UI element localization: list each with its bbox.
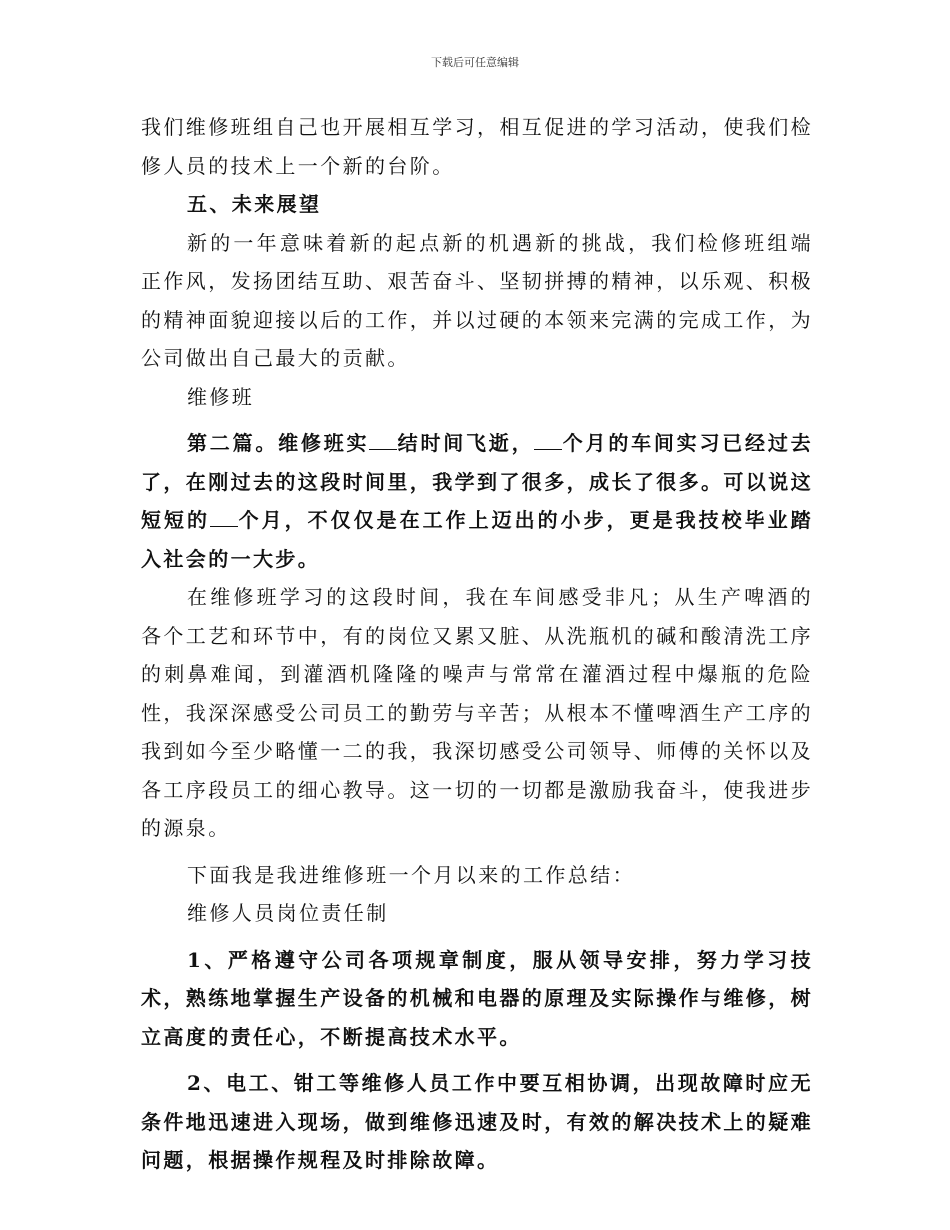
paragraph-study: 我们维修班组自己也开展相互学习，相互促进的学习活动，使我们检修人员的技术上一个新的台阶。 [141, 115, 813, 178]
paragraph-summary-intro: 下面我是我进维修班一个月以来的工作总结： [187, 862, 635, 887]
paragraph-second-article [141, 424, 813, 578]
signature-team: 维修班 [187, 384, 255, 409]
second-article-part-3: 个月的车间实习已经过去了，在刚过去的这段时间里，我学到了很多，成长了很多。可以说这短短的 [141, 431, 813, 532]
paragraph-outlook: 新的一年意味着新的起点新的机遇新的挑战，我们检修班组端正作风，发扬团结互助、艰苦奋斗、坚韧拼搏的精神，以乐观、积极的精神面貌迎接以后的工作，并以过硬的本领来完满的完成工作，为公司做出自己最大的贡献。 [141, 230, 813, 370]
blank-line [369, 433, 397, 450]
paragraph-experience: 在维修班学习的这段时间，我在车间感受非凡；从生产啤酒的各个工艺和环节中，有的岗位又累又脏、从洗瓶机的碱和酸清洗工序的刺鼻难闻，到灌酒机隆隆的噪声与常常在灌酒过程中爆瓶的危险性，我深深感受公司员工的勤劳与辛苦；从根本不懂啤酒生产工序的我到如今至少略懂一二的我，我深切感受公司领导、师傅的关怀以及各工序段员工的细心教导。这一切的一切都是激励我奋斗，使我进步的源泉。 [141, 585, 813, 840]
second-article-part-2: 结时间飞逝， [397, 431, 535, 455]
second-article-part-1: 第二篇。维修班实 [187, 431, 370, 455]
document-body [141, 108, 813, 1180]
blank-line [210, 510, 238, 527]
section-heading-outlook: 五、未来展望 [187, 192, 322, 216]
rule-item-2: 2、电工、钳工等维修人员工作中要互相协调，出现故障时应无条件地迅速进入现场，做到维修迅速及时，有效的解决技术上的疑难问题，根据操作规程及时排除故障。 [141, 1071, 813, 1172]
blank-line [534, 433, 562, 450]
subheading-responsibility: 维修人员岗位责任制 [187, 901, 389, 925]
rule-item-1: 1、严格遵守公司各项规章制度，服从领导安排，努力学习技术，熟练地掌握生产设备的机械和电器的原理及实际操作与维修，树立高度的责任心，不断提高技术水平。 [141, 947, 813, 1049]
page-header: 下载后可任意编辑 [431, 56, 519, 69]
second-article-part-4: 个月，不仅仅是在工作上迈出的小步，更是我技校毕业踏入社会的一大步。 [141, 508, 813, 571]
